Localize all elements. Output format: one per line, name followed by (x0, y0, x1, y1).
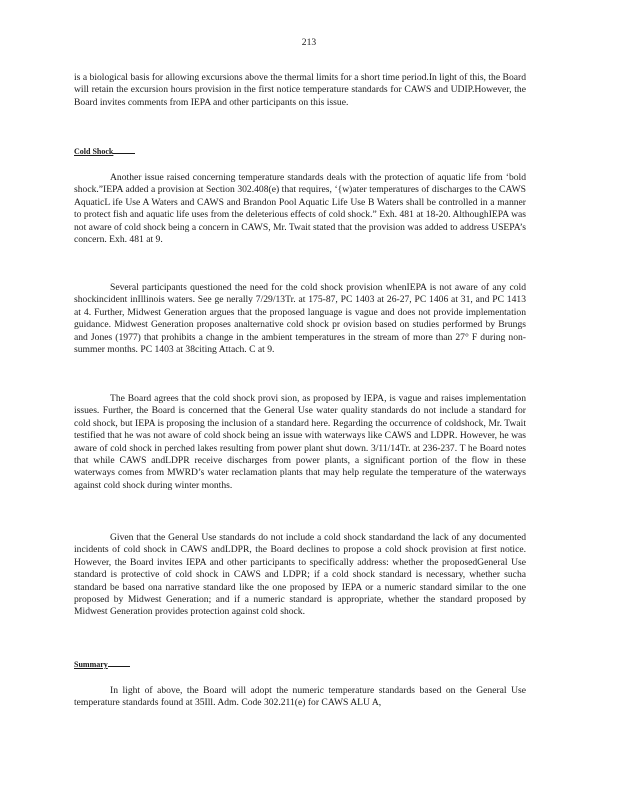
heading-underline (108, 666, 130, 667)
section-heading-summary (74, 659, 130, 671)
paragraph-text: Given that the General Use standards do not include a cold shock standardand the lack of any documented incidents of cold shock in CAWS andLDPR, the Board declines to propose a cold shock provision at first notice. However, the Board invites IEPA and other participants to specifically address: whether the proposedGeneral Use standard is protective of cold shock in CAWS and LDPR; if a cold shock standard is necessary, whether sucha standard be based ona narrative standard like the one proposed by IEPA or a numeric standard similar to the one proposed by Midwest Generation; and if a numeric standard is appropriate, whether the standard proposed by Midwest Generation provides protection against cold shock. (74, 532, 526, 618)
paragraph-given-that (74, 532, 526, 619)
paragraph-cold-shock-intro (74, 172, 526, 246)
paragraph-text: is a biological basis for allowing excursions above the thermal limits for a short time period.In light of this, the Board will retain the excursion hours provision in the first notice temperature standards for CAWS and UDIP.However, the Board invites comments from IEPA and other participants on this issue. (74, 72, 526, 108)
paragraph-text: Several participants questioned the need for the cold shock provision whenIEPA is not aware of any cold shockincident inIllinois waters. See ge nerally 7/29/13Tr. at 175-87, PC 1403 at 26-27, PC 1406 at 31, and PC 1413 at 4. Further, Midwest Generation argues that the proposed language is vague and does not provide implementation guidance. Midwest Generation proposes analternative cold shock pr ovision based on studies performed by Brungs and Jones (1977) that prohibits a change in the ambient temperatures in the stream of more than 27° F during non-summer months. PC 1403 at 38citing Attach. C at 9. (74, 282, 526, 356)
heading-underline (113, 153, 135, 154)
paragraph-participants (74, 282, 526, 356)
section-heading-cold-shock (74, 146, 135, 158)
page-number: 213 (301, 37, 317, 48)
heading-text: Summary (74, 660, 108, 669)
paragraph-board-agrees (74, 393, 526, 492)
paragraph-summary (74, 685, 526, 710)
paragraph-excursion (74, 72, 526, 109)
paragraph-text: In light of above, the Board will adopt the numeric temperature standards based on the General Use temperature standards found at 35Ill. Adm. Code 302.211(e) for CAWS ALU A, (74, 685, 526, 709)
heading-text: Cold Shock (74, 147, 114, 156)
paragraph-text: Another issue raised concerning temperature standards deals with the protection of aquatic life from ‘bold shock.”IEPA added a provision at Section 302.408(e) that requires, ‘{w)ater temperatures of discharges to the CAWS AquaticL ife Use A Waters and CAWS and Brandon Pool Aquatic Life Use B Waters shall be controlled in a manner to protect fish and aquatic life uses from the deleterious effects of cold shock.” Exh. 481 at 18-20. AlthoughIEPA was not aware of cold shock being a concern in CAWS, Mr. Twait stated that the provision was added to address USEPA’s concern. Exh. 481 at 9. (74, 172, 526, 246)
paragraph-text: The Board agrees that the cold shock provi sion, as proposed by IEPA, is vague and raises implementation issues. Further, the Board is concerned that the General Use water quality standards do not include a standard for cold shock, but IEPA is proposing the inclusion of a standard here. Regarding the occurrence of coldshock, Mr. Twait testified that he was not aware of cold shock being an issue with waterways like CAWS and LDPR. However, he was aware of cold shock in perched lakes resulting from power plant shut down. 3/11/14Tr. at 236-237. T he Board notes that while CAWS andLDPR receive discharges from power plants, a significant portion of the flow in these waterways comes from MWRD’s water reclamation plants that may help regulate the temperature of the waterways against cold shock during winter months. (74, 393, 526, 491)
